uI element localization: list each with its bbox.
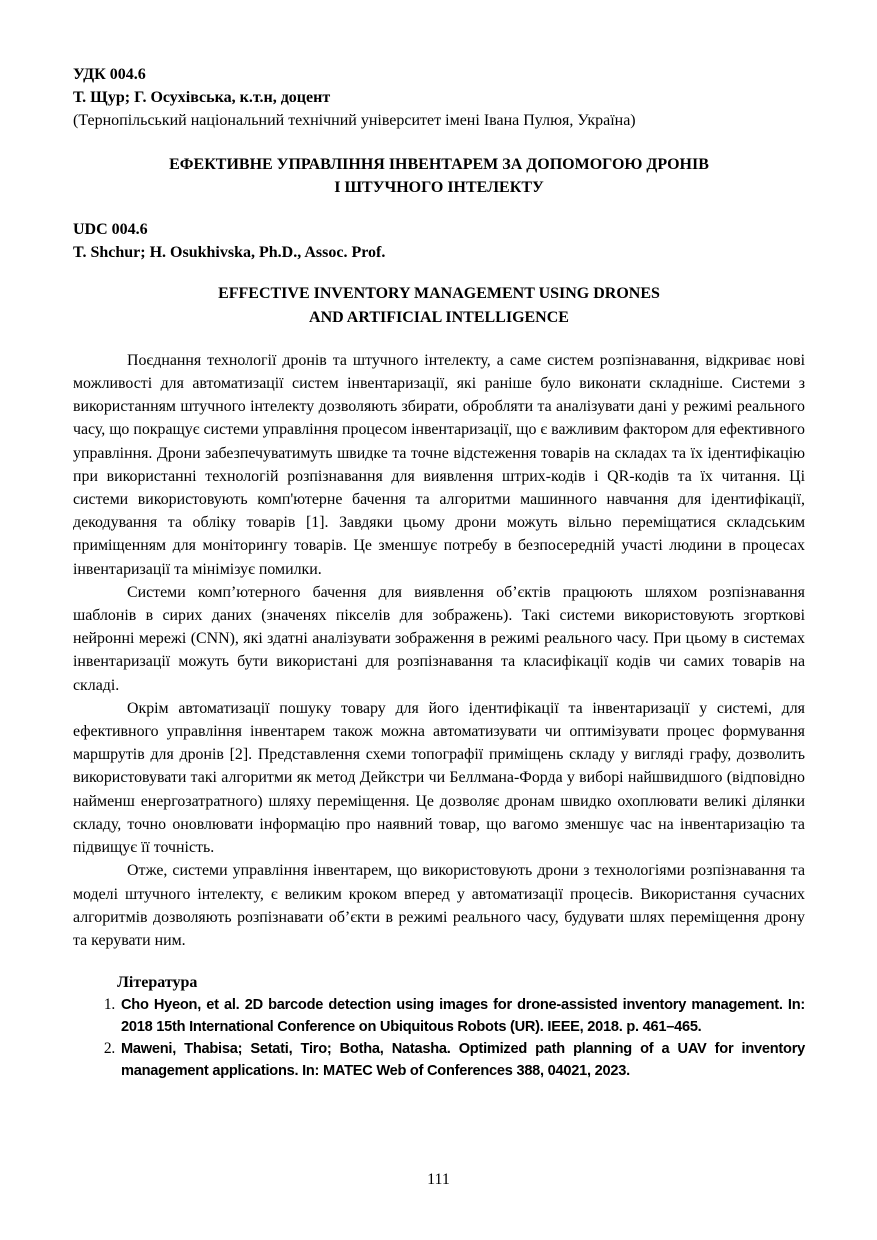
references-list <box>73 994 805 1082</box>
title-uk <box>73 153 805 199</box>
authors-uk: Т. Щур; Г. Осухівська, к.т.н, доцент <box>73 89 331 107</box>
title-uk-line1: ЕФЕКТИВНЕ УПРАВЛІННЯ ІНВЕНТАРЕМ ЗА ДОПОМОГОЮ ДРОНІВ <box>169 155 709 173</box>
udc-en: UDC 004.6 <box>73 221 148 239</box>
authors-en: T. Shchur; H. Osukhivska, Ph.D., Assoc. Prof. <box>73 244 386 262</box>
reference-text: Maweni, Thabisa; Setati, Tiro; Botha, Natasha. Optimized path planning of a UAV for inventory management applications. In: MATEC Web of Conferences 388, 04021, 2023. <box>121 1041 805 1080</box>
body-paragraph-1: Поєднання технології дронів та штучного інтелекту, а саме систем розпізнавання, відкриває нові можливості для автоматизації систем інвентаризації, які раніше було виконати складніше. Системи з використанням штучного інтелекту дозволяють збирати, обробляти та аналізувати дані у режимі реального часу, що покращує системи управління процесом інвентаризації, що є важливим фактором для ефективного управління. Дрони забезпечуватимуть швидке та точне відстеження товарів на складах та їх ідентифікацію при використанні технологій розпізнавання для виявлення штрих-кодів і QR-кодів та їх читання. Ці системи використовують комп'ютерне бачення та алгоритми машинного навчання для ідентифікації, декодування та обліку товарів [1]. Завдяки цьому дрони можуть вільно переміщатися складським приміщенням для моніторингу товарів. Це зменшує потребу в безпосередній участі людини в процесах інвентаризації та мінімізує помилки. <box>73 351 805 578</box>
references-heading: Література <box>117 974 198 992</box>
body-text <box>73 349 805 952</box>
body-paragraph-2: Системи комп’ютерного бачення для виявлення об’єктів працюють шляхом розпізнавання шаблонів в сирих даних (значенях пікселів для зображень). Такі системи використовують згорткові нейронні мережі (CNN), які здатні аналізувати зображення в режимі реального часу. При цьому в системах інвентаризації можуть бути використані для розпізнавання та класифікації кодів чи самих товарів на складі. <box>73 583 805 694</box>
reference-item <box>73 1038 805 1082</box>
paper-page <box>73 63 805 1082</box>
title-en-line1: EFFECTIVE INVENTORY MANAGEMENT USING DRONES <box>218 285 660 303</box>
reference-number: 2. <box>103 1040 115 1058</box>
title-en-line2: AND ARTIFICIAL INTELLIGENCE <box>309 308 569 326</box>
affiliation-uk: (Тернопільський національний технічний університет імені Івана Пулюя, Україна) <box>73 112 636 130</box>
reference-number: 1. <box>103 996 115 1014</box>
body-paragraph-3: Окрім автоматизації пошуку товару для його ідентифікації та інвентаризації у системі, для ефективного управління інвентарем також можна автоматизувати чи оптимізувати процес формування маршрутів для дронів [2]. Представлення схеми топографії приміщень складу у вигляді графу, дозволить використовувати такі алгоритми як метод Дейкстри чи Беллмана-Форда у виборі найшвидшого (відповідно найменш енергозатратного) шляху переміщення. Це дозволяє дронам швидко охоплювати великі ділянки складу, точно оновлювати інформацію про наявний товар, що вагомо зменшує час на інвентаризацію та підвищує її точність. <box>73 699 805 857</box>
title-en <box>73 282 805 328</box>
reference-item <box>73 994 805 1038</box>
udc-uk: УДК 004.6 <box>73 66 146 83</box>
reference-text: Cho Hyeon, et al. 2D barcode detection using images for drone-assisted inventory management. In: 2018 15th International Conference on Ubiquitous Robots (UR). IEEE, 2018. p. 461–465. <box>121 997 805 1036</box>
page-number: 111 <box>427 1171 450 1188</box>
body-paragraph-4: Отже, системи управління інвентарем, що використовують дрони з технологіями розпізнавання та моделі штучного інтелекту, є великим кроком вперед у автоматизації процесів. Використання сучасних алгоритмів дозволяють розпізнавати об’єкти в режимі реального часу, будувати шлях переміщення дрону та керувати ним. <box>73 862 805 949</box>
title-uk-line2: І ШТУЧНОГО ІНТЕЛЕКТУ <box>334 178 544 196</box>
